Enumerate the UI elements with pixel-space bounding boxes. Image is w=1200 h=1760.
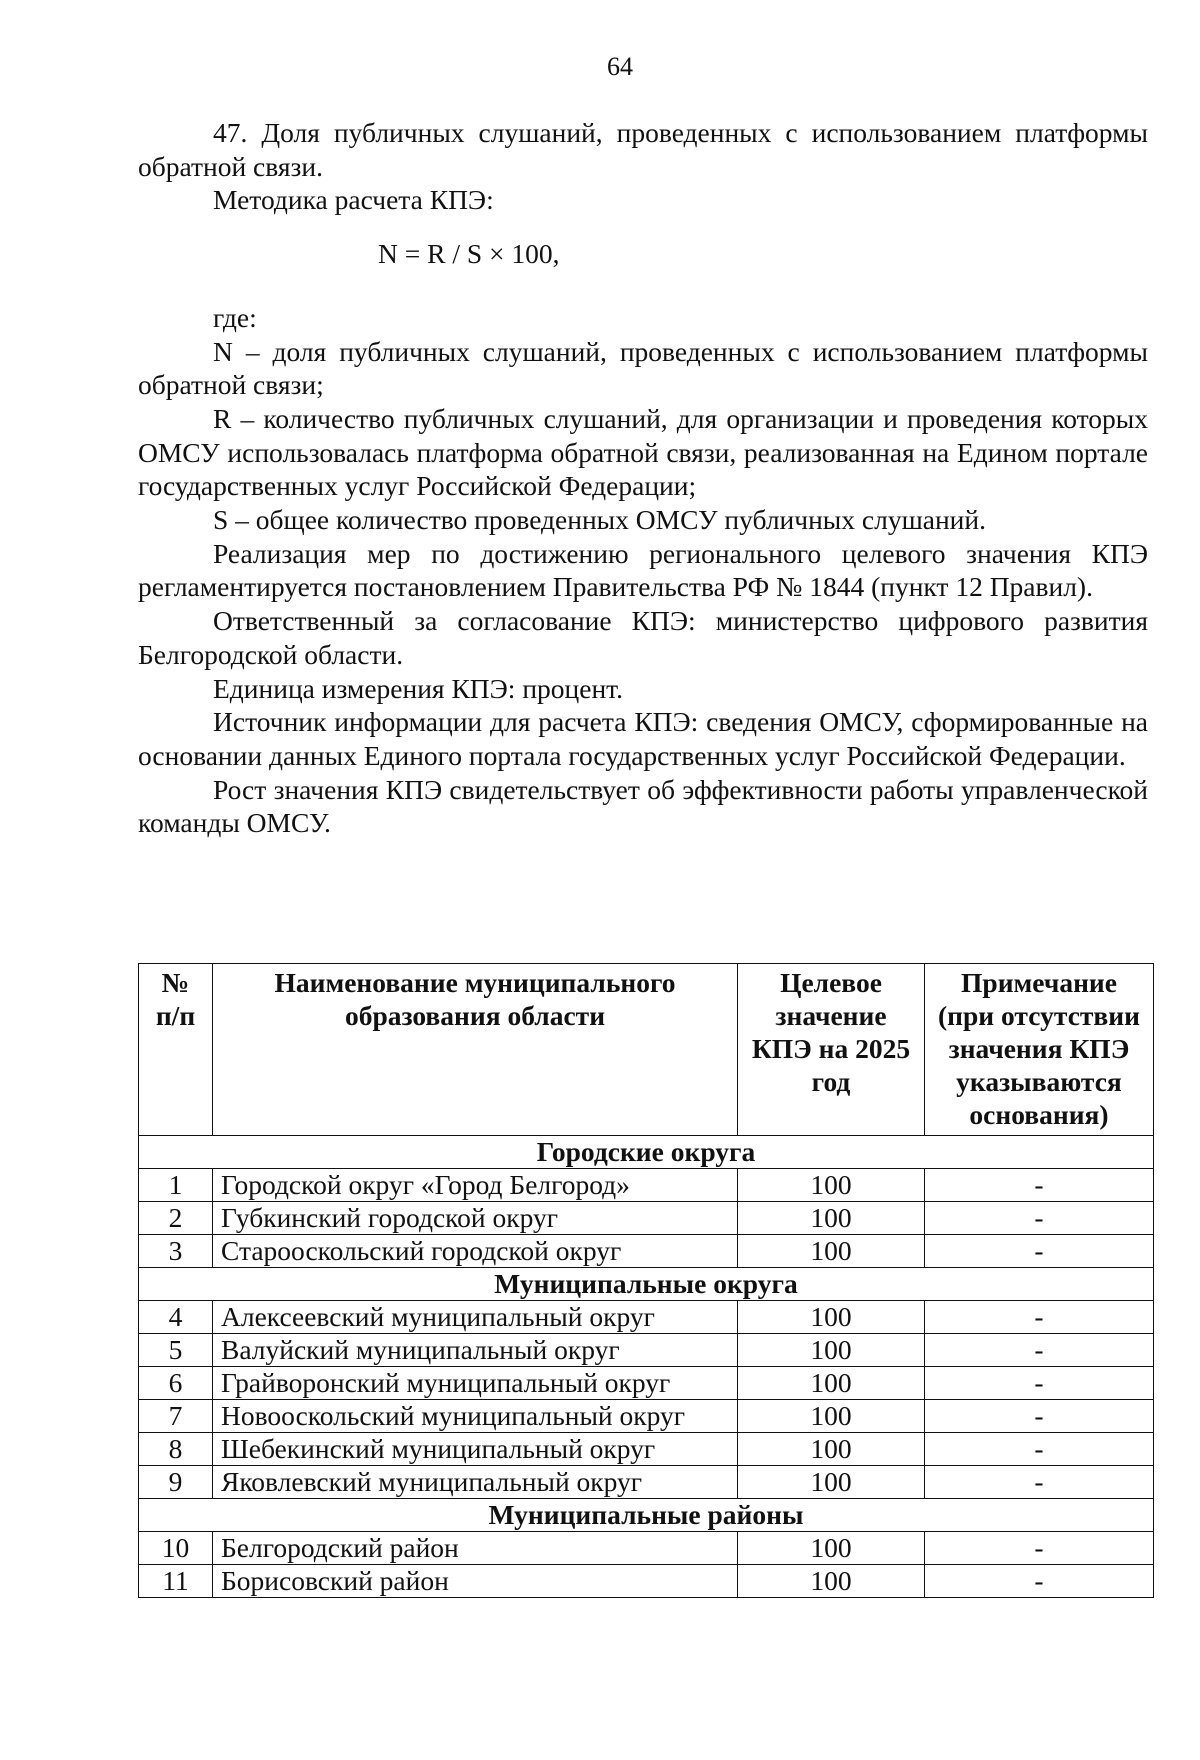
table-row	[139, 1367, 1154, 1400]
kpe-heading: 47. Доля публичных слушаний, проведенных с использованием платформы обратной связи.	[138, 117, 1148, 182]
row-target-value: 100	[738, 1301, 925, 1334]
row-note: -	[925, 1301, 1154, 1334]
row-target-value: 100	[738, 1202, 925, 1235]
table-row	[139, 1202, 1154, 1235]
row-num: 10	[139, 1532, 213, 1565]
row-num: 7	[139, 1400, 213, 1433]
method-label: Методика расчета КПЭ:	[213, 184, 494, 216]
header-num: № п/п	[139, 964, 213, 1136]
row-name: Алексеевский муниципальный округ	[213, 1301, 738, 1334]
table-row	[139, 1565, 1154, 1598]
row-target-value: 100	[738, 1532, 925, 1565]
row-note: -	[925, 1202, 1154, 1235]
table-row	[139, 1334, 1154, 1367]
row-target-value: 100	[738, 1367, 925, 1400]
header-target: Целевое значение КПЭ на 2025 год	[738, 964, 925, 1136]
row-name: Белгородский район	[213, 1532, 738, 1565]
row-note: -	[925, 1400, 1154, 1433]
row-name: Старооскольский городской округ	[213, 1235, 738, 1268]
kpe-table	[138, 963, 1154, 1598]
row-note: -	[925, 1532, 1154, 1565]
row-note: -	[925, 1565, 1154, 1598]
table-section-row	[139, 1136, 1154, 1169]
row-note: -	[925, 1433, 1154, 1466]
row-target-value: 100	[738, 1466, 925, 1499]
table-section-row	[139, 1268, 1154, 1301]
table-row	[139, 1169, 1154, 1202]
row-target-value: 100	[738, 1334, 925, 1367]
n-definition: N – доля публичных слушаний, проведенных с использованием платформы обратной связи;	[138, 335, 1148, 401]
section-title: Муниципальные округа	[139, 1268, 1154, 1301]
row-num: 3	[139, 1235, 213, 1268]
row-target-value: 100	[738, 1400, 925, 1433]
row-name: Валуйский муниципальный округ	[213, 1334, 738, 1367]
table-row	[139, 1433, 1154, 1466]
row-target-value: 100	[738, 1433, 925, 1466]
regulation-paragraph: Реализация мер по достижению регионального целевого значения КПЭ регламентируется постановлением Правительства РФ № 1844 (пункт 12 Правил).	[138, 537, 1148, 603]
row-name: Борисовский район	[213, 1565, 738, 1598]
row-num: 2	[139, 1202, 213, 1235]
header-name: Наименование муниципального образования области	[213, 964, 738, 1136]
row-name: Городской округ «Город Белгород»	[213, 1169, 738, 1202]
header-note-sub: (при отсутствии значения КПЭ указываются основания)	[938, 1000, 1140, 1130]
row-num: 8	[139, 1433, 213, 1466]
table-section-row	[139, 1499, 1154, 1532]
document-body	[138, 116, 1148, 840]
table-header-row	[139, 964, 1154, 1136]
row-num: 1	[139, 1169, 213, 1202]
s-definition: S – общее количество проведенных ОМСУ публичных слушаний.	[213, 504, 986, 536]
row-target-value: 100	[738, 1235, 925, 1268]
where-label: где:	[213, 301, 257, 333]
growth-paragraph: Рост значения КПЭ свидетельствует об эффективности работы управленческой команды ОМСУ.	[138, 773, 1148, 839]
row-note: -	[925, 1334, 1154, 1367]
row-note: -	[925, 1235, 1154, 1268]
header-note	[925, 964, 1154, 1136]
unit-paragraph: Единица измерения КПЭ: процент.	[213, 672, 624, 704]
row-name: Шебекинский муниципальный округ	[213, 1433, 738, 1466]
table-row	[139, 1301, 1154, 1334]
table-row	[139, 1466, 1154, 1499]
section-title: Муниципальные районы	[139, 1499, 1154, 1532]
row-target-value: 100	[738, 1169, 925, 1202]
r-definition: R – количество публичных слушаний, для организации и проведения которых ОМСУ использовалась платформа обратной связи, реализованная на Едином портале государственных услуг Российской Федерации;	[138, 402, 1148, 502]
row-num: 11	[139, 1565, 213, 1598]
table-body	[139, 1136, 1154, 1598]
row-note: -	[925, 1367, 1154, 1400]
row-note: -	[925, 1169, 1154, 1202]
source-paragraph: Источник информации для расчета КПЭ: сведения ОМСУ, сформированные на основании данных Единого портала государственных услуг Российской Федерации.	[138, 706, 1148, 771]
row-name: Губкинский городской округ	[213, 1202, 738, 1235]
row-name: Новооскольский муниципальный округ	[213, 1400, 738, 1433]
section-title: Городские округа	[139, 1136, 1154, 1169]
row-target-value: 100	[738, 1565, 925, 1598]
table-row	[139, 1532, 1154, 1565]
table-row	[139, 1235, 1154, 1268]
table-row	[139, 1400, 1154, 1433]
row-num: 9	[139, 1466, 213, 1499]
row-num: 5	[139, 1334, 213, 1367]
row-num: 6	[139, 1367, 213, 1400]
row-name: Грайворонский муниципальный округ	[213, 1367, 738, 1400]
row-name: Яковлевский муниципальный округ	[213, 1466, 738, 1499]
row-num: 4	[139, 1301, 213, 1334]
formula: N = R / S × 100,	[378, 238, 560, 270]
header-note-title: Примечание	[961, 967, 1117, 998]
responsible-paragraph: Ответственный за согласование КПЭ: министерство цифрового развития Белгородской области.	[138, 605, 1148, 670]
row-note: -	[925, 1466, 1154, 1499]
page-number: 64	[607, 52, 633, 81]
